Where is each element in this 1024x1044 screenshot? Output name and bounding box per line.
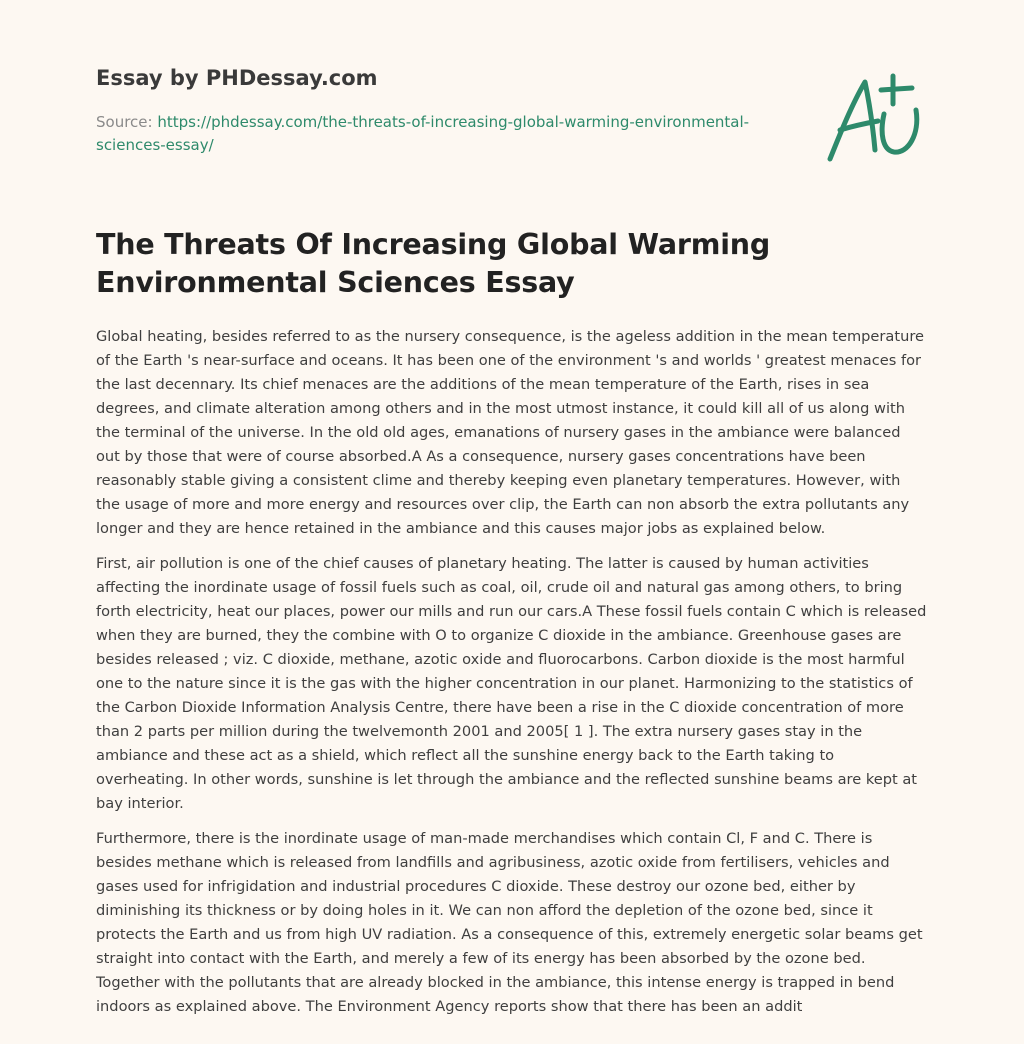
- source-link[interactable]: https://phdessay.com/the-threats-of-increasing-global-warming-environmental-sciences-essay/: [96, 113, 750, 154]
- paragraph: Global heating, besides referred to as the nursery consequence, is the ageless addition in the mean temperature of the Earth 's near-surface and oceans. It has been one of the environment 's and worlds ' greatest menaces for the last decennary. Its chief menaces are the additions of the mean temperature of the Earth, rises in sea degrees, and climate alteration among others and in the most utmost instance, it could kill all of us along with the terminal of the universe. In the old old ages, emanations of nursery gases in the ambiance were balanced out by those that were of course absorbed.A As a consequence, nursery gases concentrations have been reasonably stable giving a consistent clime and thereby keeping even planetary temperatures. However, with the usage of more and more energy and resources over clip, the Earth can non absorb the extra pollutants any longer and they are hence retained in the ambiance and this causes major jobs as explained below.: [96, 328, 924, 537]
- paragraph: Furthermore, there is the inordinate usage of man-made merchandises which contain Cl, F and C. There is besides methane which is released from landfills and agribusiness, azotic oxide from fertilisers, vehicles and gases used for infrigidation and industrial procedures C dioxide. These destroy our ozone bed, either by diminishing its thickness or by doing holes in it. We can non afford the depletion of the ozone bed, since it protects the Earth and us from high UV radiation. As a consequence of this, extremely energetic solar beams get straight into contact with the Earth, and merely a few of its energy has been absorbed by the ozone bed. Together with the pollutants that are already blocked in the ambiance, this intense energy is trapped in bend indoors as explained above. The Environment Agency reports show that there has been an addit: [96, 830, 923, 1015]
- site-name: Essay by PHDessay.com: [96, 66, 378, 90]
- source-label: Source:: [96, 113, 153, 131]
- a-plus-grade-icon: [820, 66, 930, 166]
- paragraph: First, air pollution is one of the chief causes of planetary heating. The latter is caused by human activities affecting the inordinate usage of fossil fuels such as coal, oil, crude oil and natural gas among others, to bring forth electricity, heat our places, power our mills and run our cars.A These fossil fuels contain C which is released when they are burned, they the combine with O to organize C dioxide in the ambiance. Greenhouse gases are besides released ; viz. C dioxide, methane, azotic oxide and fluorocarbons. Carbon dioxide is the most harmful one to the nature since it is the gas with the higher concentration in our planet. Harmonizing to the statistics of the Carbon Dioxide Information Analysis Centre, there have been a rise in the C dioxide concentration of more than 2 parts per million during the twelvemonth 2001 and 2005[ 1 ]. The extra nursery gases stay in the ambiance and these act as a shield, which reflect all the sunshine energy back to the Earth taking to overheating. In other words, sunshine is let through the ambiance and the reflected sunshine beams are kept at bay interior.: [96, 555, 927, 812]
- essay-title: The Threats Of Increasing Global Warming Environmental Sciences Essay: [96, 228, 771, 299]
- source-line: [96, 111, 786, 157]
- essay-body: [96, 325, 928, 1044]
